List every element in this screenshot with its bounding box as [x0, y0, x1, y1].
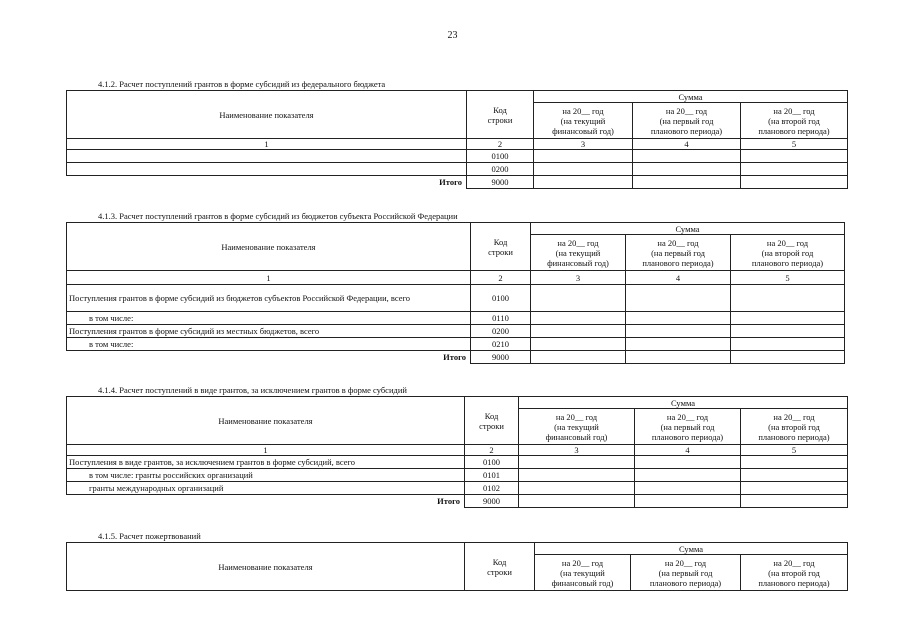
- section-caption-4-1-4: 4.1.4. Расчет поступлений в виде грантов, за исключением грантов в форме субсидий: [98, 385, 407, 395]
- row-name: в том числе: гранты российских организаций: [67, 469, 465, 482]
- value-cell[interactable]: [534, 163, 633, 176]
- header-year3: на 20__ год (на второй год планового периода): [731, 235, 845, 271]
- total-row: [67, 495, 848, 508]
- table-4-1-2: [66, 90, 848, 189]
- total-code: 9000: [465, 495, 519, 508]
- row-code: 0101: [465, 469, 519, 482]
- row-name: [67, 163, 467, 176]
- header-name: Наименование показателя: [67, 543, 465, 591]
- col-number: 1: [67, 139, 467, 150]
- header-sum: Сумма: [531, 223, 845, 235]
- col-number: 2: [467, 139, 534, 150]
- header-year2: на 20__ год (на первый год планового периода): [635, 409, 741, 445]
- value-cell[interactable]: [626, 351, 731, 364]
- row-name: Поступления грантов в форме субсидий из местных бюджетов, всего: [67, 325, 471, 338]
- header-year2: на 20__ год (на первый год планового периода): [626, 235, 731, 271]
- header-year1: на 20__ год (на текущий финансовый год): [519, 409, 635, 445]
- row-name: Поступления грантов в форме субсидий из бюджетов субъектов Российской Федерации, всего: [67, 285, 471, 312]
- value-cell[interactable]: [626, 325, 731, 338]
- value-cell[interactable]: [519, 469, 635, 482]
- value-cell[interactable]: [635, 495, 741, 508]
- value-cell[interactable]: [633, 163, 741, 176]
- col-number: 3: [519, 445, 635, 456]
- header-year3: на 20__ год (на второй год планового периода): [741, 409, 848, 445]
- row-name: Поступления в виде грантов, за исключением грантов в форме субсидий, всего: [67, 456, 465, 469]
- row-name: гранты международных организаций: [67, 482, 465, 495]
- table-4-1-3: [66, 222, 845, 364]
- header-name: Наименование показателя: [67, 397, 465, 445]
- header-year2: на 20__ год (на первый год планового периода): [633, 103, 741, 139]
- col-number: 4: [626, 271, 731, 285]
- value-cell[interactable]: [731, 285, 845, 312]
- col-number: 1: [67, 271, 471, 285]
- value-cell[interactable]: [731, 325, 845, 338]
- table-row: [67, 325, 845, 338]
- row-code: 0110: [471, 312, 531, 325]
- total-label: Итого: [443, 352, 466, 363]
- section-caption-4-1-3: 4.1.3. Расчет поступлений грантов в форме субсидий из бюджетов субъекта Российской Федерации: [98, 211, 458, 221]
- value-cell[interactable]: [519, 482, 635, 495]
- value-cell[interactable]: [519, 495, 635, 508]
- value-cell[interactable]: [633, 150, 741, 163]
- table-row: [67, 312, 845, 325]
- header-code: Код строки: [467, 91, 534, 139]
- header-year1: на 20__ год (на текущий финансовый год): [534, 103, 633, 139]
- table-4-1-4: [66, 396, 848, 508]
- total-code: 9000: [471, 351, 531, 364]
- row-code: 0102: [465, 482, 519, 495]
- col-number: 5: [741, 445, 848, 456]
- value-cell[interactable]: [741, 176, 848, 189]
- value-cell[interactable]: [741, 163, 848, 176]
- row-name: в том числе:: [67, 338, 471, 351]
- value-cell[interactable]: [534, 150, 633, 163]
- page-number: 23: [447, 30, 458, 41]
- table-row: [67, 163, 848, 176]
- row-name: в том числе:: [67, 312, 471, 325]
- value-cell[interactable]: [531, 325, 626, 338]
- value-cell[interactable]: [626, 338, 731, 351]
- row-code: 0210: [471, 338, 531, 351]
- row-code: 0200: [467, 163, 534, 176]
- header-code: Код строки: [465, 397, 519, 445]
- header-sum: Сумма: [519, 397, 848, 409]
- table-row: [67, 456, 848, 469]
- section-caption-4-1-5: 4.1.5. Расчет пожертвований: [98, 531, 201, 541]
- col-number: 1: [67, 445, 465, 456]
- row-code: 0100: [465, 456, 519, 469]
- value-cell[interactable]: [531, 351, 626, 364]
- table-row: [67, 469, 848, 482]
- header-year1: на 20__ год (на текущий финансовый год): [531, 235, 626, 271]
- value-cell[interactable]: [741, 469, 848, 482]
- section-caption-4-1-2: 4.1.2. Расчет поступлений грантов в форме субсидий из федерального бюджета: [98, 79, 386, 89]
- header-year3: на 20__ год (на второй год планового периода): [741, 103, 848, 139]
- header-name: Наименование показателя: [67, 91, 467, 139]
- col-number: 2: [465, 445, 519, 456]
- header-year3: на 20__ год (на второй год планового периода): [741, 555, 848, 591]
- value-cell[interactable]: [531, 285, 626, 312]
- col-number: 5: [731, 271, 845, 285]
- value-cell[interactable]: [741, 456, 848, 469]
- table-4-1-5: [66, 542, 848, 591]
- col-number: 2: [471, 271, 531, 285]
- col-number: 4: [633, 139, 741, 150]
- total-label: Итого: [437, 496, 460, 507]
- col-number: 4: [635, 445, 741, 456]
- table-row: [67, 150, 848, 163]
- value-cell[interactable]: [731, 338, 845, 351]
- row-code: 0100: [471, 285, 531, 312]
- col-number: 5: [741, 139, 848, 150]
- total-label: Итого: [439, 177, 462, 188]
- header-sum: Сумма: [535, 543, 848, 555]
- total-row: [67, 176, 848, 189]
- value-cell[interactable]: [626, 285, 731, 312]
- col-number: 3: [531, 271, 626, 285]
- header-year2: на 20__ год (на первый год планового периода): [631, 555, 741, 591]
- value-cell[interactable]: [635, 482, 741, 495]
- value-cell[interactable]: [531, 312, 626, 325]
- table-row: [67, 285, 845, 312]
- value-cell[interactable]: [731, 312, 845, 325]
- value-cell[interactable]: [741, 495, 848, 508]
- value-cell[interactable]: [731, 351, 845, 364]
- header-sum: Сумма: [534, 91, 848, 103]
- value-cell[interactable]: [741, 150, 848, 163]
- value-cell[interactable]: [534, 176, 633, 189]
- value-cell[interactable]: [635, 456, 741, 469]
- value-cell[interactable]: [741, 482, 848, 495]
- header-code: Код строки: [471, 223, 531, 271]
- value-cell[interactable]: [519, 456, 635, 469]
- row-name: [67, 150, 467, 163]
- row-code: 0200: [471, 325, 531, 338]
- value-cell[interactable]: [626, 312, 731, 325]
- total-row: [67, 351, 845, 364]
- header-name: Наименование показателя: [67, 223, 471, 271]
- table-row: [67, 338, 845, 351]
- value-cell[interactable]: [633, 176, 741, 189]
- total-code: 9000: [467, 176, 534, 189]
- value-cell[interactable]: [635, 469, 741, 482]
- header-year1: на 20__ год (на текущий финансовый год): [535, 555, 631, 591]
- col-number: 3: [534, 139, 633, 150]
- value-cell[interactable]: [531, 338, 626, 351]
- table-row: [67, 482, 848, 495]
- row-code: 0100: [467, 150, 534, 163]
- header-code: Код строки: [465, 543, 535, 591]
